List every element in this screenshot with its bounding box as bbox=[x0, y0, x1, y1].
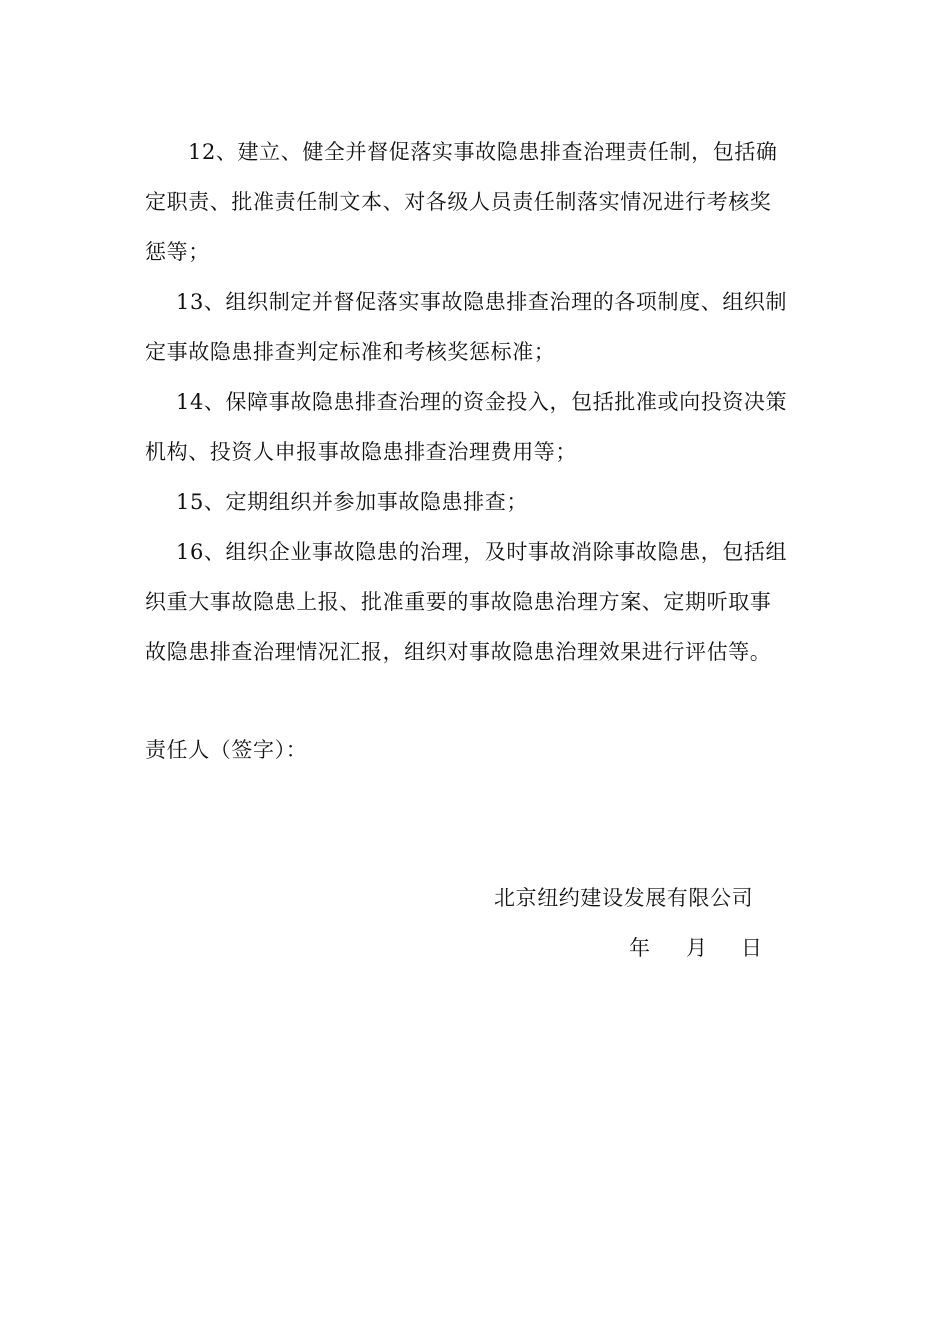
item-12-line-3: 惩等； bbox=[145, 240, 210, 264]
item-16-line-3: 故隐患排查治理情况汇报，组织对事故隐患治理效果进行评估等。 bbox=[145, 640, 772, 664]
item-13-line-2: 定事故隐患排查判定标准和考核奖惩标准； bbox=[145, 340, 556, 364]
item-15-line-1: 15、定期组织并参加事故隐患排查； bbox=[176, 490, 528, 514]
company-name: 北京纽约建设发展有限公司 bbox=[494, 886, 754, 910]
date-day: 日 bbox=[741, 936, 762, 960]
item-14-line-1: 14、保障事故隐患排查治理的资金投入，包括批准或向投资决策 bbox=[176, 390, 788, 414]
signature-label: 责任人（签字）： bbox=[145, 738, 308, 762]
date-year: 年 bbox=[629, 936, 650, 960]
item-16-line-2: 织重大事故隐患上报、批准重要的事故隐患治理方案、定期听取事 bbox=[145, 590, 772, 614]
item-12-line-2: 定职责、批准责任制文本、对各级人员责任制落实情况进行考核奖 bbox=[145, 190, 772, 214]
date-month: 月 bbox=[686, 936, 707, 960]
item-14-line-2: 机构、投资人申报事故隐患排查治理费用等； bbox=[145, 440, 577, 464]
item-13-line-1: 13、组织制定并督促落实事故隐患排查治理的各项制度、组织制 bbox=[176, 290, 788, 314]
item-16-line-1: 16、组织企业事故隐患的治理，及时事故消除事故隐患，包括组 bbox=[176, 540, 788, 564]
item-12-line-1: 12、建立、健全并督促落实事故隐患排查治理责任制，包括确 bbox=[188, 140, 778, 164]
